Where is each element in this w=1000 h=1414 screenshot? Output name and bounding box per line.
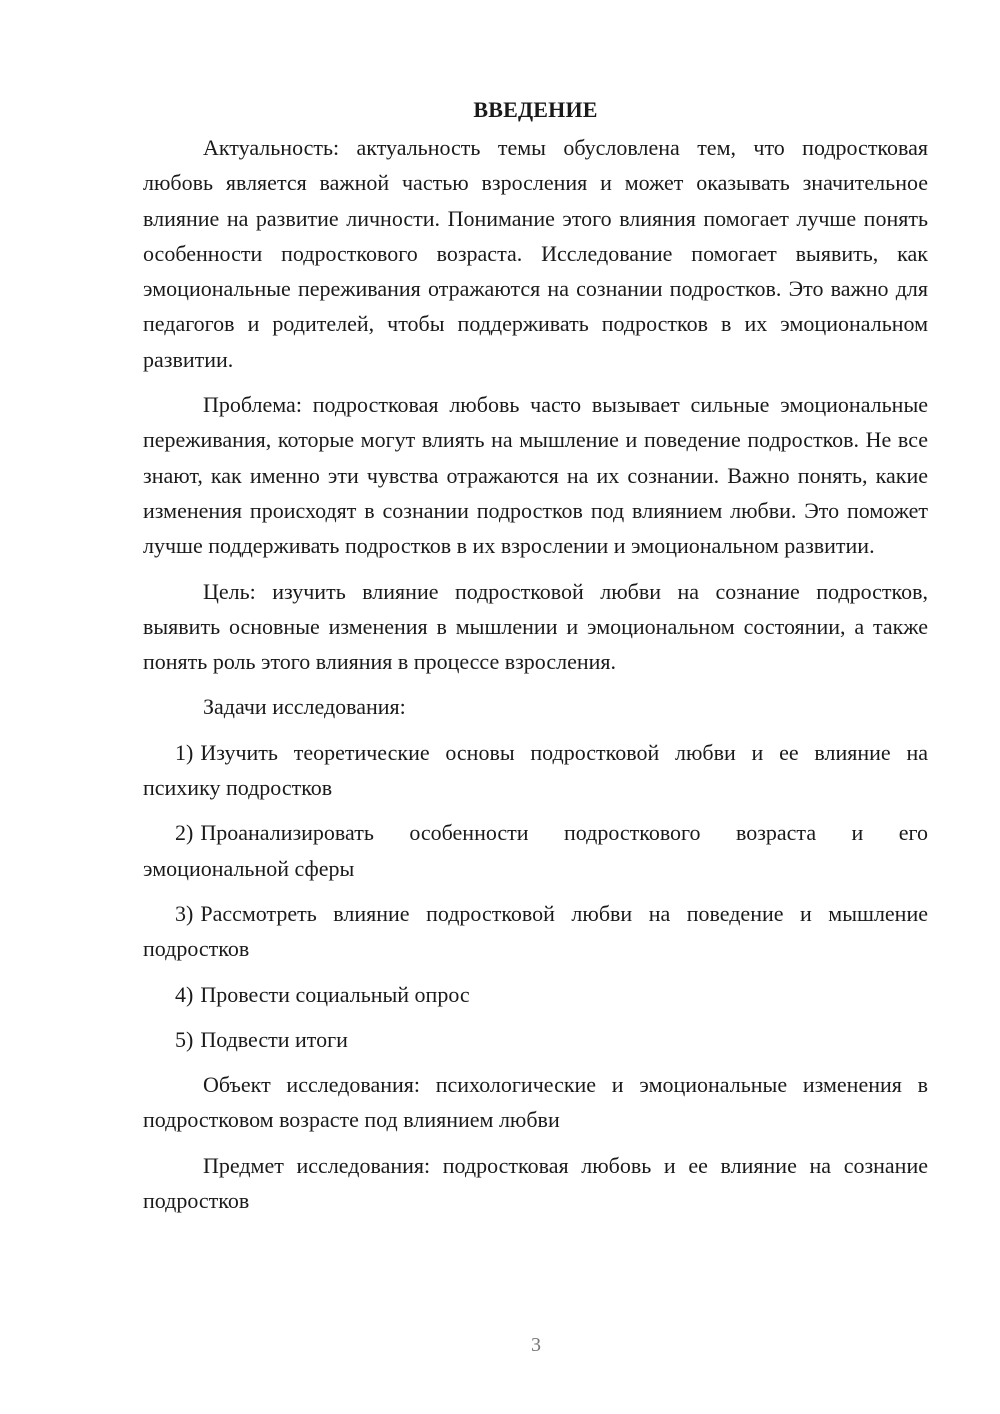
document-page bbox=[143, 92, 928, 1228]
task-number: 4) bbox=[175, 981, 194, 1007]
page-title: ВВЕДЕНИЕ bbox=[473, 97, 598, 122]
task-text: Подвести итоги bbox=[200, 1026, 348, 1052]
task-text: Провести социальный опрос bbox=[200, 981, 470, 1007]
task-item-5 bbox=[143, 1022, 928, 1057]
task-number: 1) bbox=[175, 739, 194, 765]
paragraph-object: Объект исследования: психологические и эмоциональные изменения в подростковом возрасте под влиянием любви bbox=[143, 1072, 928, 1133]
page-number: 3 bbox=[531, 1334, 541, 1356]
task-text: Изучить теоретические основы подростковой любви и ее влияние на психику подростков bbox=[143, 739, 928, 801]
task-number: 3) bbox=[175, 900, 194, 926]
tasks-heading: Задачи исследования: bbox=[203, 694, 406, 720]
paragraph-subject: Предмет исследования: подростковая любовь и ее влияние на сознание подростков bbox=[143, 1152, 928, 1214]
task-number: 2) bbox=[175, 820, 194, 846]
task-item-1 bbox=[143, 735, 928, 806]
task-text: Проанализировать особенности подросткового возраста и его эмоциональной сферы bbox=[143, 820, 928, 881]
paragraph-problem: Проблема: подростковая любовь часто вызывает сильные эмоциональные переживания, которые могут влиять на мышление и поведение подростков. Не все знают, как именно эти чувства отражаются на их сознании. Важно понять, какие изменения происходят в сознании подростков под влиянием любви. Это поможет лучше поддерживать подростков в их взрослении и эмоциональном развитии. bbox=[143, 392, 928, 559]
task-item-4 bbox=[143, 977, 928, 1012]
task-number: 5) bbox=[175, 1026, 194, 1052]
task-item-3 bbox=[143, 896, 928, 967]
task-item-2 bbox=[143, 815, 928, 886]
task-text: Рассмотреть влияние подростковой любви на поведение и мышление подростков bbox=[143, 900, 928, 962]
paragraph-relevance: Актуальность: актуальность темы обусловлена тем, что подростковая любовь является важной частью взросления и может оказывать значительное влияние на развитие личности. Понимание этого влияния помогает лучше понять особенности подросткового возраста. Исследование помогает выявить, как эмоциональные переживания отражаются на сознании подростков. Это важно для педагогов и родителей, чтобы поддерживать подростков в их эмоциональном развитии. bbox=[143, 135, 928, 372]
paragraph-goal: Цель: изучить влияние подростковой любви на сознание подростков, выявить основные изменения в мышлении и эмоциональном состоянии, а также понять роль этого влияния в процессе взросления. bbox=[143, 578, 928, 675]
